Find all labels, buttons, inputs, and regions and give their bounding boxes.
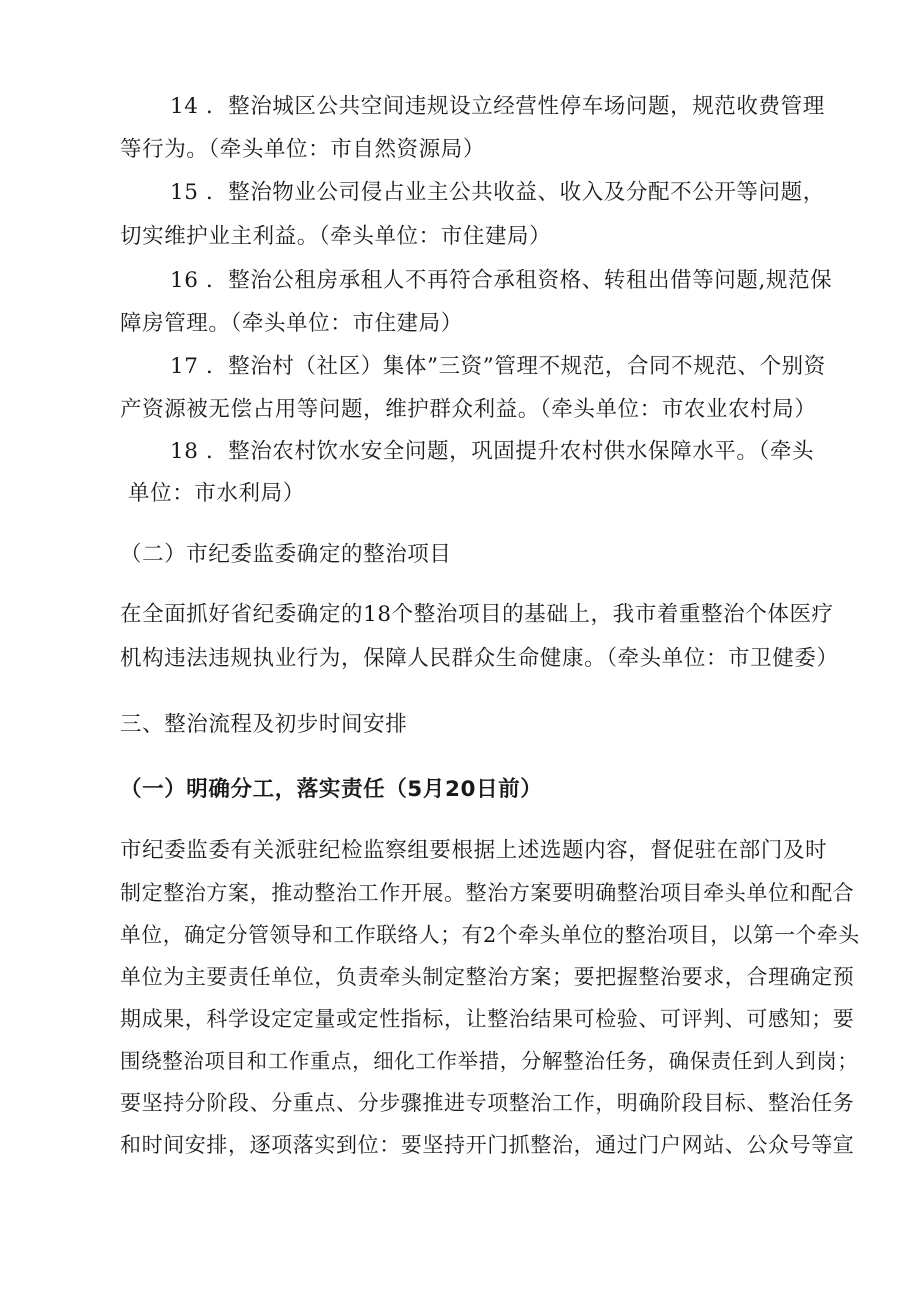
section-2-heading: （二）市纪委监委确定的整治项目: [120, 542, 452, 567]
item-14-line-2: 等行为。（牵头单位：市自然资源局）: [120, 137, 485, 162]
item-17-line-1: 17 ．整治村（社区）集体”三资”管理不规范，合同不规范、个别资: [170, 354, 826, 379]
sub-1-para-line-5: 期成果，科学设定定量或定性指标，让整治结果可检验、可评判、可感知；要: [120, 1007, 855, 1031]
sub-1-para-line-3: 单位，确定分管领导和工作联络人；有2个牵头单位的整治项目，以第一个牵头: [120, 923, 860, 947]
item-14-line-1: 14 ．整治城区公共空间违规设立经营性停车场问题，规范收费管理: [170, 94, 825, 119]
item-15-line-1: 15 ．整治物业公司侵占业主公共收益、收入及分配不公开等问题，: [170, 180, 825, 205]
sub-1-para-line-8: 和时间安排，逐项落实到位：要坚持开门抓整治，通过门户网站、公众号等宣: [120, 1133, 855, 1157]
sub-1-para-line-1: 市纪委监委有关派驻纪检监察组要根据上述选题内容，督促驻在部门及时: [120, 838, 828, 863]
item-16-line-2: 障房管理。（牵头单位：市住建局）: [120, 311, 463, 336]
sub-1-para-line-4: 单位为主要责任单位，负责牵头制定整治方案；要把握整治要求，合理确定预: [120, 965, 855, 989]
item-15-line-2: 切实维护业主利益。（牵头单位：市住建局）: [120, 224, 552, 249]
item-18-line-2: 单位：市水利局）: [128, 481, 305, 506]
section-2-para-line-2: 机构违法违规执业行为，保障人民群众生命健康。（牵头单位：市卫健委）: [120, 646, 839, 671]
item-18-line-1: 18 ．整治农村饮水安全问题，巩固提升农村供水保障水平。（牵头: [170, 439, 815, 464]
chapter-3-heading: 三、整治流程及初步时间安排: [120, 712, 408, 737]
item-16-line-1: 16 ．整治公租房承租人不再符合承租资格、转租出借等问题,规范保: [170, 268, 833, 293]
sub-1-para-line-6: 围绕整治项目和工作重点，细化工作举措，分解整治任务，确保责任到人到岗；: [120, 1049, 859, 1073]
sub-1-heading: （一）明确分工，落实责任（5月20日前）: [120, 777, 543, 802]
sub-1-para-line-7: 要坚持分阶段、分重点、分步骤推进专项整治工作，明确阶段目标、整治任务: [120, 1091, 855, 1115]
sub-1-para-line-2: 制定整治方案，推动整治工作开展。整治方案要明确整治项目牵头单位和配合: [120, 881, 855, 905]
item-17-line-2: 产资源被无偿占用等问题，维护群众利益。（牵头单位：市农业农村局）: [120, 397, 817, 422]
section-2-para-line-1: 在全面抓好省纪委确定的18个整治项目的基础上，我市着重整治个体医疗: [120, 602, 834, 627]
